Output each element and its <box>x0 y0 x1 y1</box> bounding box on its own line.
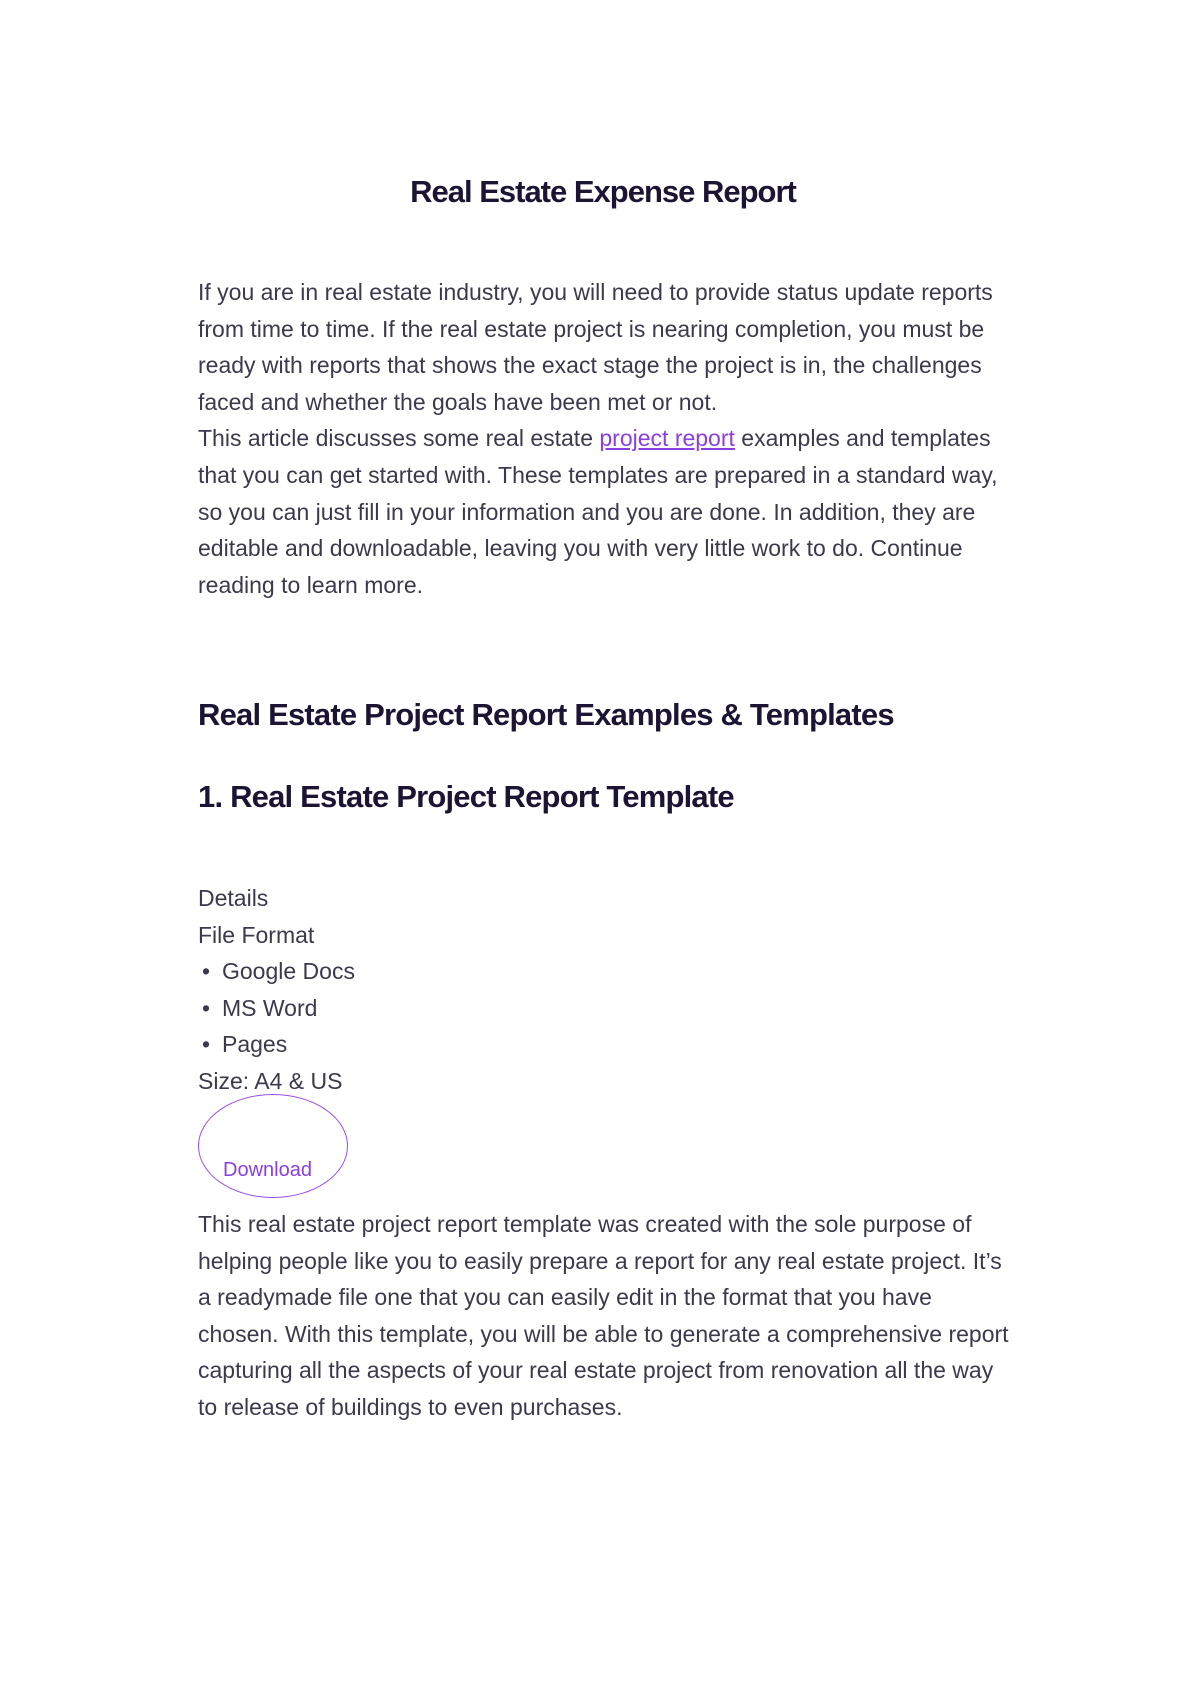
format-google-docs: Google Docs <box>222 958 355 985</box>
format-ms-word: MS Word <box>222 994 318 1021</box>
template-item-heading: 1. Real Estate Project Report Template <box>198 779 734 814</box>
list-item <box>198 990 698 1027</box>
template-description: This real estate project report template was created with the sole purpose of helping people like you to easily prepare a report for any real estate project. It’s a readymade file one that you can easily edit in the format that you have chosen. With this template, you will be able to generate a comprehensive report capturing all the aspects of your real estate project from renovation all the way to release of buildings to even purchases. <box>198 1211 1009 1420</box>
download-button-label: Download <box>223 1159 312 1181</box>
section-heading: Real Estate Project Report Examples & Templates <box>198 697 894 732</box>
list-item <box>198 953 698 990</box>
document-title: Real Estate Expense Report <box>410 174 796 209</box>
format-pages: Pages <box>222 1031 288 1058</box>
template-details <box>198 880 698 1100</box>
details-label: Details <box>198 885 269 911</box>
project-report-link[interactable]: project report <box>599 425 735 452</box>
file-format-list <box>198 953 698 1063</box>
intro-paragraph-2-start: This article discusses some real estate <box>198 425 600 452</box>
intro-paragraph-1: If you are in real estate industry, you will need to provide status update reports from time to time. If the real estate project is nearing completion, you must be ready with reports that shows the exact stage the project is in, the challenges faced and whether the goals have been met or not. <box>198 279 993 415</box>
download-button[interactable] <box>198 1094 348 1198</box>
bullet: • <box>202 1031 211 1058</box>
list-item <box>198 1026 698 1063</box>
bullet: • <box>202 994 211 1021</box>
intro-paragraph-2 <box>198 420 1018 603</box>
file-format-label: File Format <box>198 921 315 948</box>
bullet: • <box>202 958 211 985</box>
intro-paragraph-2-end: examples and templates that you can get started with. These templates are prepared in a standard way, so you can just fill in your information and you are done. In addition, they are editable and downloadable, leaving you with very little work to do. Continue reading to learn more. <box>198 425 998 598</box>
intro-section <box>198 274 1018 603</box>
size-info: Size: A4 & US <box>198 1067 343 1094</box>
